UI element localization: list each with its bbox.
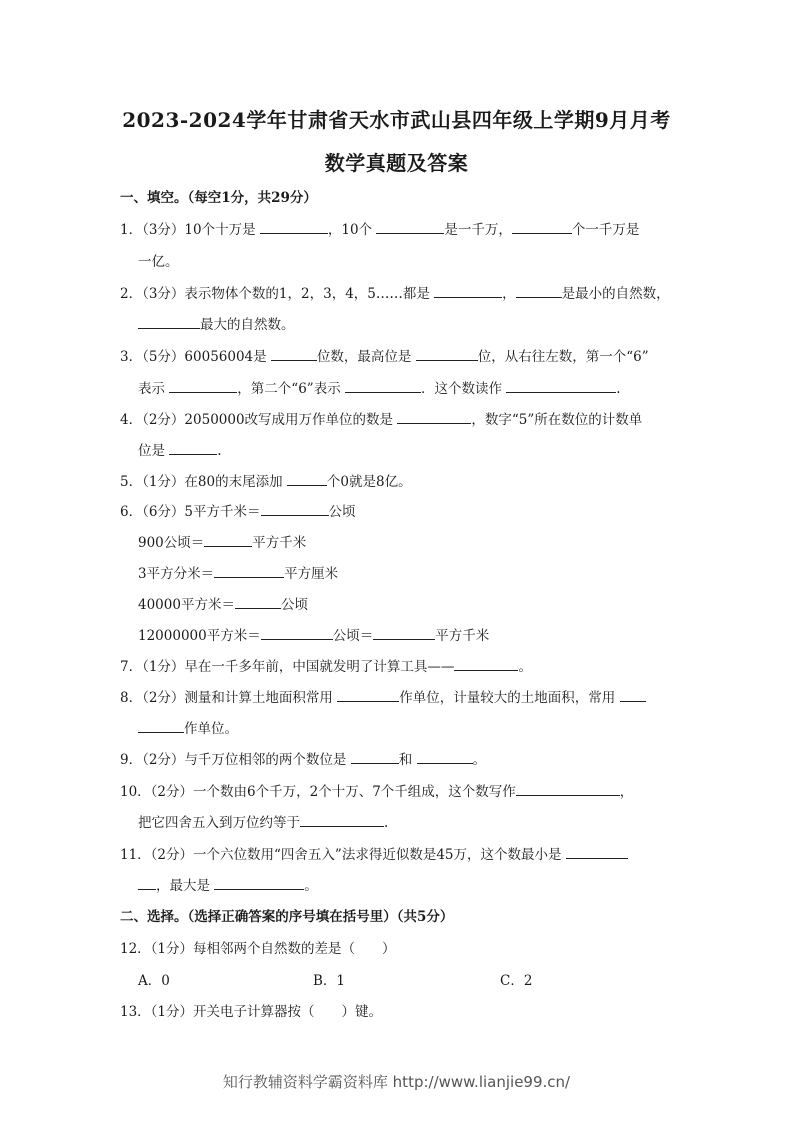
q6-text-l5a: 12000000平方米＝: [138, 628, 261, 644]
q12-option-b[interactable]: B．1: [313, 973, 346, 989]
q6-blank-1[interactable]: [261, 501, 329, 516]
q3-blank-1[interactable]: [271, 346, 317, 361]
q4-text-d: .: [217, 443, 222, 459]
section-fill-blank-heading: 一、填空。（每空1分，共29分）: [120, 190, 317, 206]
question-6-line5: [138, 624, 489, 644]
q9-blank-2[interactable]: [417, 749, 473, 764]
q8-text-c: 作单位。: [184, 721, 238, 737]
q6-text-l5c: 平方千米: [435, 628, 490, 644]
q6-blank-6[interactable]: [373, 625, 435, 640]
question-2-line2: [138, 313, 295, 333]
q9-text-c: 。: [472, 752, 487, 768]
q3-blank-4[interactable]: [345, 378, 421, 393]
q3-text-a: 3．（5分）60056004是: [120, 349, 271, 365]
q4-text-b: ，数字“5”所在数位的计数单: [471, 412, 643, 428]
q11-blank-2[interactable]: [214, 875, 304, 890]
q2-blank-3[interactable]: [138, 314, 200, 329]
q4-blank-2[interactable]: [169, 440, 217, 455]
q5-text-a: 5．（1分）在80的末尾添加: [120, 474, 287, 490]
question-11-line1: [120, 843, 628, 863]
q8-text-b: 作单位，计量较大的土地面积，常用: [399, 690, 620, 706]
q11-text-a: 11．（2分）一个六位数用“四舍五入”法求得近似数是45万，这个数最小是: [120, 847, 566, 863]
q8-blank-2a[interactable]: [620, 687, 646, 702]
q11-text-b: ，最大是: [156, 878, 215, 894]
document-title-line1: 2023-2024学年甘肃省天水市武山县四年级上学期9月月考: [122, 108, 671, 132]
q6-text-l3a: 3平方分米＝: [138, 566, 215, 582]
question-8-line1: [120, 686, 646, 706]
q2-text-b: ，: [502, 286, 516, 302]
q2-text-c: 是最小的自然数，: [561, 286, 670, 302]
q4-blank-1[interactable]: [397, 409, 471, 424]
q5-text-b: 个0就是8亿。: [326, 474, 412, 490]
q8-text-a: 8．（2分）测量和计算土地面积常用: [120, 690, 338, 706]
q6-text-l5b: 公顷＝: [332, 628, 374, 644]
q6-blank-2[interactable]: [204, 532, 252, 547]
q12-option-a[interactable]: A．0: [138, 973, 170, 989]
q6-text-l4b: 公顷: [280, 597, 308, 613]
q3-text-b: 位数，最高位是: [316, 349, 416, 365]
q10-text-b: ，: [619, 784, 634, 800]
q6-blank-3[interactable]: [214, 563, 284, 578]
question-5: [120, 470, 412, 490]
q2-blank-2[interactable]: [516, 283, 562, 298]
q3-text-g: .: [616, 381, 621, 397]
q9-text-a: 9．（2分）与千万位相邻的两个数位是: [120, 752, 351, 768]
q3-text-d: 表示: [138, 381, 170, 397]
q2-text-d: 最大的自然数。: [200, 317, 295, 333]
question-9: [120, 748, 486, 768]
q6-text-b: 公顷: [328, 504, 356, 520]
question-4-line1: [120, 408, 642, 428]
question-6-line2: [138, 531, 306, 551]
q1-blank-3[interactable]: [512, 219, 572, 234]
q6-blank-4[interactable]: [235, 594, 281, 609]
question-1-line1: [120, 218, 639, 238]
q5-blank-1[interactable]: [287, 471, 327, 486]
question-6-line1: [120, 500, 356, 520]
question-10-line2: [138, 811, 388, 831]
q4-text-a: 4．（2分）2050000改写成用万作单位的数是: [120, 412, 398, 428]
q7-text-a: 7．（1分）早在一千多年前，中国就发明了计算工具——: [120, 659, 455, 675]
q1-text-d: 个一千万是: [571, 222, 640, 238]
q11-blank-1a[interactable]: [566, 844, 628, 859]
q7-blank-1[interactable]: [454, 656, 518, 671]
q2-text-a: 2．（3分）表示物体个数的1，2，3，4，5……都是: [120, 286, 435, 302]
q8-blank-2b[interactable]: [138, 718, 184, 733]
footer-watermark: 知行教辅资料学霸资料库 http://www.lianjie99.cn/: [222, 1073, 571, 1091]
question-2-line1: [120, 282, 670, 302]
question-4-line2: [138, 439, 222, 459]
question-13-stem: 13．（1分）开关电子计算器按（ ）键。: [120, 1004, 383, 1020]
q12-option-c[interactable]: C．2: [500, 973, 533, 989]
q2-blank-1[interactable]: [434, 283, 502, 298]
question-6-line4: [138, 593, 308, 613]
q1-blank-2[interactable]: [376, 219, 444, 234]
q1-text-a: 1．（3分）10个十万是: [120, 222, 260, 238]
q4-text-c: 位是: [138, 443, 170, 459]
question-6-line3: [138, 562, 338, 582]
q10-blank-2[interactable]: [300, 812, 384, 827]
q10-text-a: 10．（2分）一个数由6个千万，2个十万、7个千组成，这个数写作: [120, 784, 516, 800]
question-10-line1: [120, 780, 633, 800]
q6-text-a: 6．（6分）5平方千米＝: [120, 504, 261, 520]
q3-text-f: ．这个数读作: [420, 381, 507, 397]
question-1-line2: 一亿。: [138, 254, 179, 270]
q1-text-c: 是一千万，: [444, 222, 512, 238]
q6-text-l3b: 平方厘米: [284, 566, 339, 582]
q6-text-l4a: 40000平方米＝: [138, 597, 235, 613]
question-12-stem: 12．（1分）每相邻两个自然数的差是（ ）: [120, 941, 396, 957]
document-title-line2: 数学真题及答案: [324, 151, 469, 175]
question-3-line1: [120, 345, 649, 365]
q1-text-b: ，10个: [327, 222, 377, 238]
q9-blank-1[interactable]: [351, 749, 399, 764]
q9-text-b: 和: [398, 752, 417, 768]
q3-blank-3[interactable]: [169, 378, 237, 393]
q11-blank-1b[interactable]: [138, 875, 156, 890]
q11-text-c: 。: [304, 878, 318, 894]
q6-text-l2b: 平方千米: [252, 535, 307, 551]
question-3-line2: [138, 377, 621, 397]
q1-blank-1[interactable]: [260, 219, 328, 234]
q3-blank-2[interactable]: [416, 346, 478, 361]
q10-text-c: 把它四舍五入到万位约等于: [138, 815, 300, 831]
q6-blank-5[interactable]: [261, 625, 333, 640]
question-8-line2: [138, 717, 238, 737]
q3-blank-5[interactable]: [506, 378, 616, 393]
q10-blank-1[interactable]: [516, 781, 620, 796]
q10-text-d: .: [384, 815, 389, 831]
q7-text-b: 。: [518, 659, 532, 675]
q6-text-l2a: 900公顷＝: [138, 535, 205, 551]
question-11-line2: [138, 874, 318, 894]
q8-blank-1[interactable]: [337, 687, 399, 702]
question-7: [120, 655, 532, 675]
q3-text-c: 位，从右往左数，第一个“6”: [477, 349, 649, 365]
section-choice-heading: 二、选择。（选择正确答案的序号填在括号里）（共5分）: [120, 909, 454, 925]
q3-text-e: ，第二个“6”表示: [237, 381, 345, 397]
